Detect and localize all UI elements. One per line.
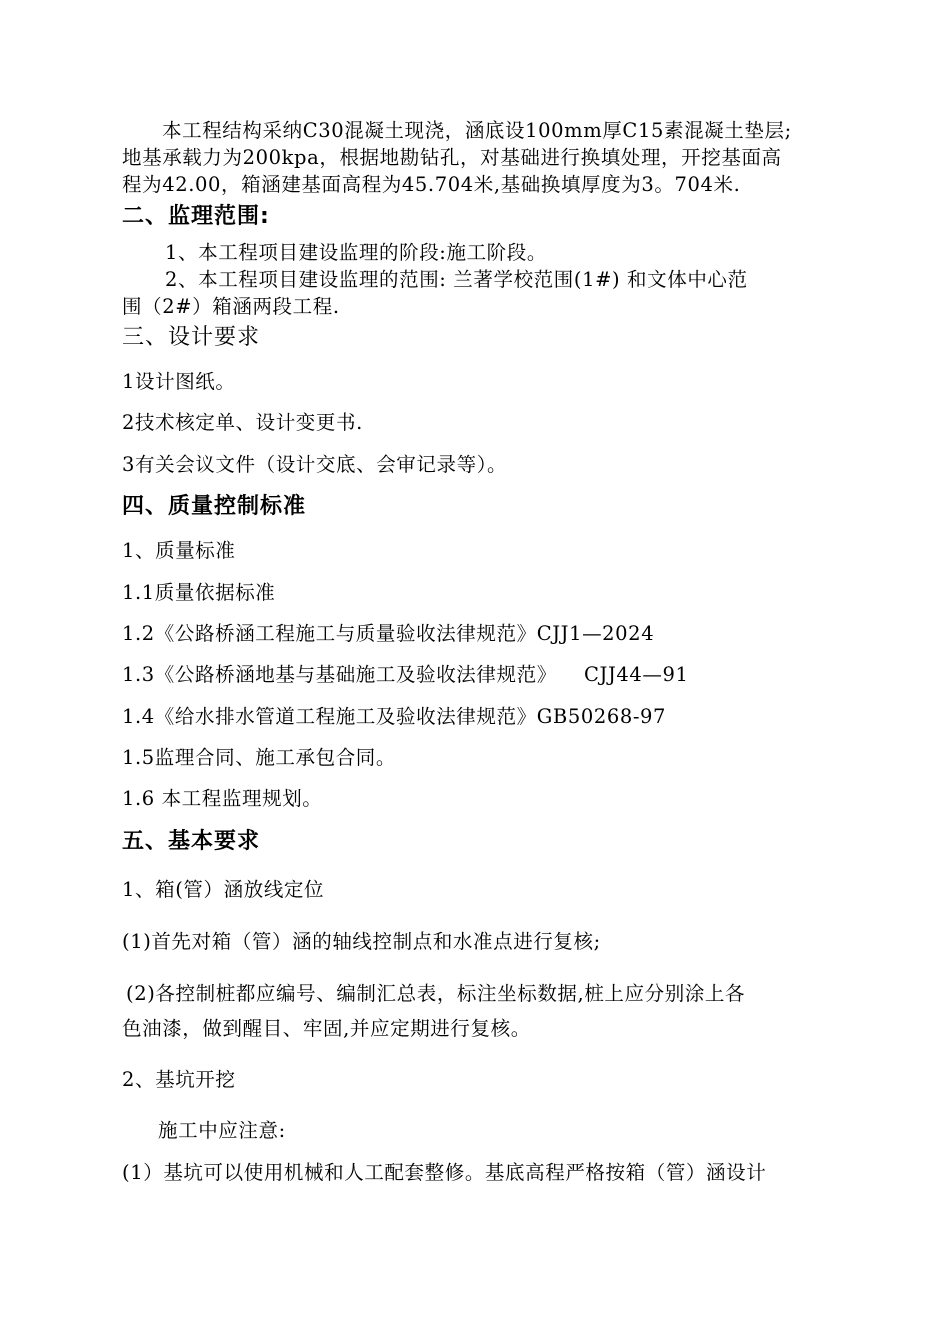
basic-para-2-line-1: (2)各控制桩都应编号、编制汇总表，标注坐标数据,桩上应分别涂上各 (126, 982, 746, 1005)
scope-item-2-line-1: 2、本工程项目建设监理的范围: 兰著学校范围(1#) 和文体中心范 (165, 268, 748, 291)
intro-line-1: 本工程结构采纳C30混凝土现浇，涵底设100mm厚C15素混凝土垫层; (162, 119, 792, 142)
intro-line-3: 程为42.00，箱涵建基面高程为45.704米,基础换填厚度为3。704米. (122, 173, 741, 196)
scope-item-2-line-2: 围（2#）箱涵两段工程. (122, 295, 340, 318)
basic-para-3: (1）基坑可以使用机械和人工配套整修。基底高程严格按箱（管）涵设计 (122, 1161, 767, 1184)
section-heading-quality: 四、质量控制标准 (122, 494, 307, 519)
quality-item: 1.2《公路桥涵工程施工与质量验收法律规范》CJJ1—2024 (122, 622, 655, 645)
quality-item: 1、质量标准 (122, 539, 236, 562)
design-item: 1设计图纸。 (122, 370, 236, 393)
basic-sub-1: 1、箱(管）涵放线定位 (122, 878, 325, 901)
basic-note: 施工中应注意: (158, 1119, 286, 1142)
intro-line-2: 地基承载力为200kpa，根据地勘钻孔，对基础进行换填处理，开挖基面高 (122, 146, 782, 169)
design-item: 2技术核定单、设计变更书. (122, 411, 363, 434)
section-heading-basic: 五、基本要求 (122, 829, 261, 854)
section-heading-design: 三、设计要求 (122, 325, 261, 350)
section-heading-scope: 二、监理范围: (122, 204, 270, 229)
quality-item: 1.5监理合同、施工承包合同。 (122, 746, 397, 769)
design-item: 3有关会议文件（设计交底、会审记录等）。 (122, 453, 508, 476)
quality-item: 1.6 本工程监理规划。 (122, 787, 323, 810)
basic-para-1: (1)首先对箱（管）涵的轴线控制点和水准点进行复核; (122, 930, 601, 953)
quality-item: 1.1质量依据标准 (122, 581, 276, 604)
basic-sub-2: 2、基坑开挖 (122, 1068, 236, 1091)
basic-para-2-line-2: 色油漆，做到醒目、牢固,并应定期进行复核。 (122, 1017, 531, 1040)
quality-item: 1.3《公路桥涵地基与基础施工及验收法律规范》 CJJ44—91 (122, 663, 689, 686)
scope-item-1: 1、本工程项目建设监理的阶段:施工阶段。 (165, 241, 547, 264)
quality-item: 1.4《给水排水管道工程施工及验收法律规范》GB50268-97 (122, 705, 667, 728)
